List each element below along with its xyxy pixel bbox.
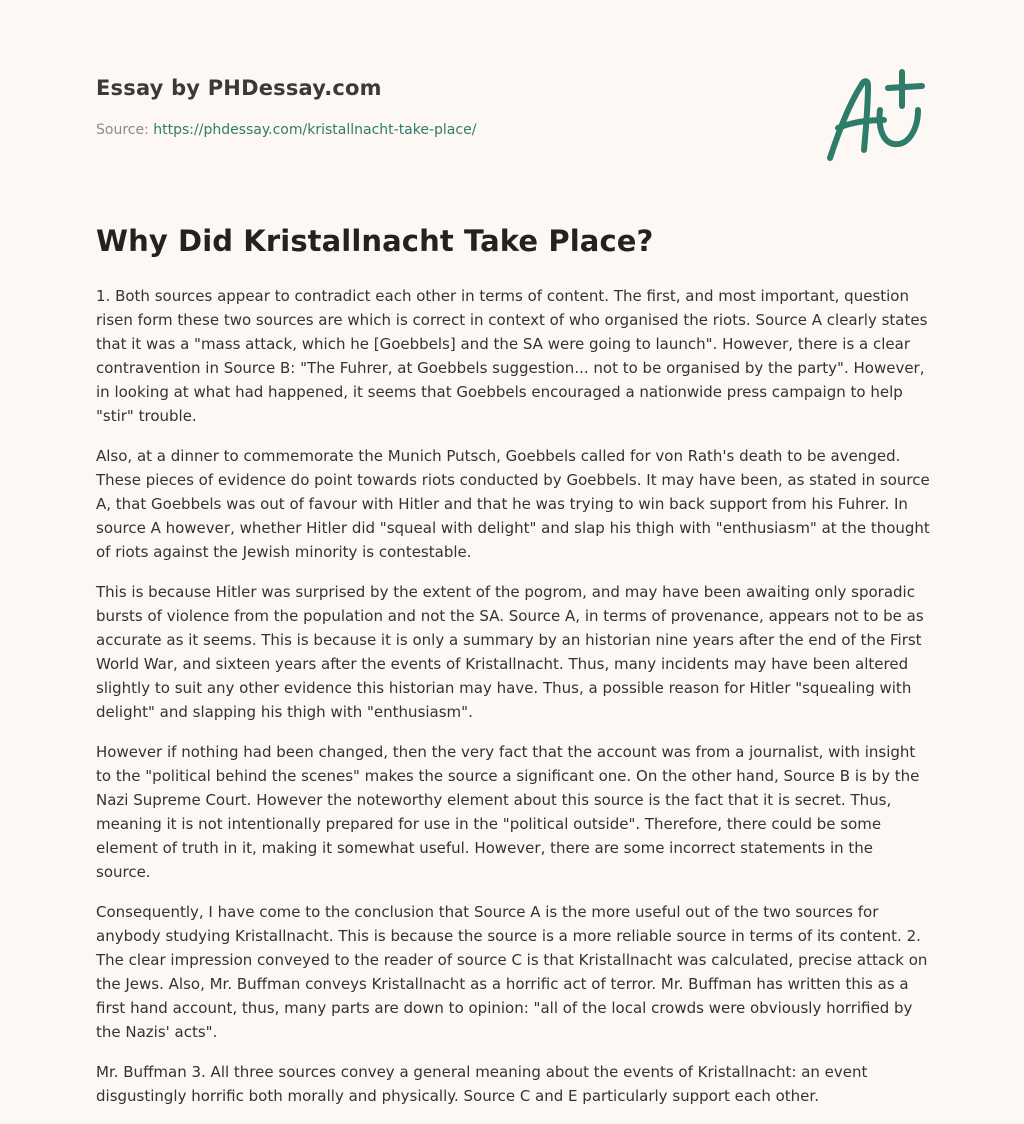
essay-paragraph: Mr. Buffman 3. All three sources convey a general meaning about the events of Kristallnacht: an event disgustingly horrific both morally and physically. Source C and E particularly support each other. (96, 1063, 868, 1105)
a-plus-logo-icon (818, 66, 930, 166)
page-title: Why Did Kristallnacht Take Place? (96, 224, 654, 258)
essay-paragraph: Also, at a dinner to commemorate the Munich Putsch, Goebbels called for von Rath's death to be avenged. These pieces of evidence do point towards riots conducted by Goebbels. It may have been, as stated in source A, that Goebbels was out of favour with Hitler and that he was trying to win back support from his Fuhrer. In source A however, whether Hitler did "squeal with delight" and slap his thigh with "enthusiasm" at the thought of riots against the Jewish minority is contestable. (96, 447, 930, 561)
essay-paragraph: 1. Both sources appear to contradict each other in terms of content. The first, and most important, question risen form these two sources are which is correct in context of who organised the riots. Source A clearly states that it was a "mass attack, which he [Goebbels] and the SA were going to launch". However, there is a clear contravention in Source B: "The Fuhrer, at Goebbels suggestion... not to be organised by the party". However, in looking at what had happened, it seems that Goebbels encouraged a nationwide press campaign to help "stir" trouble. (96, 287, 928, 425)
source-label: Source: (96, 122, 149, 138)
essay-paragraph: Consequently, I have come to the conclusion that Source A is the more useful out of the two sources for anybody studying Kristallnacht. This is because the source is a more reliable source in terms of its content. 2. The clear impression conveyed to the reader of source C is that Kristallnacht was calculated, precise attack on the Jews. Also, Mr. Buffman conveys Kristallnacht as a horrific act of terror. Mr. Buffman has written this as a first hand account, thus, many parts are down to opinion: "all of the local crowds were obviously horrified by the Nazis' acts". (96, 903, 928, 1041)
source-link[interactable]: https://phdessay.com/kristallnacht-take-place/ (153, 122, 477, 138)
source-line (96, 122, 736, 138)
essay-paragraph: This is because Hitler was surprised by the extent of the pogrom, and may have been awaiting only sporadic bursts of violence from the population and not the SA. Source A, in terms of provenance, appears not to be as accurate as it seems. This is because it is only a summary by an historian nine years after the end of the First World War, and sixteen years after the events of Kristallnacht. Thus, many incidents may have been altered slightly to suit any other evidence this historian may have. Thus, a possible reason for Hitler "squealing with delight" and slapping his thigh with "enthusiasm". (96, 583, 924, 721)
essay-header (96, 76, 736, 138)
essay-body (96, 284, 930, 1124)
brand-title: Essay by PHDessay.com (96, 76, 382, 100)
essay-paragraph: However if nothing had been changed, then the very fact that the account was from a journalist, with insight to the "political behind the scenes" makes the source a significant one. On the other hand, Source B is by the Nazi Supreme Court. However the noteworthy element about this source is the fact that it is secret. Thus, meaning it is not intentionally prepared for use in the "political outside". Therefore, there could be some element of truth in it, making it somewhat useful. However, there are some incorrect statements in the source. (96, 743, 920, 881)
